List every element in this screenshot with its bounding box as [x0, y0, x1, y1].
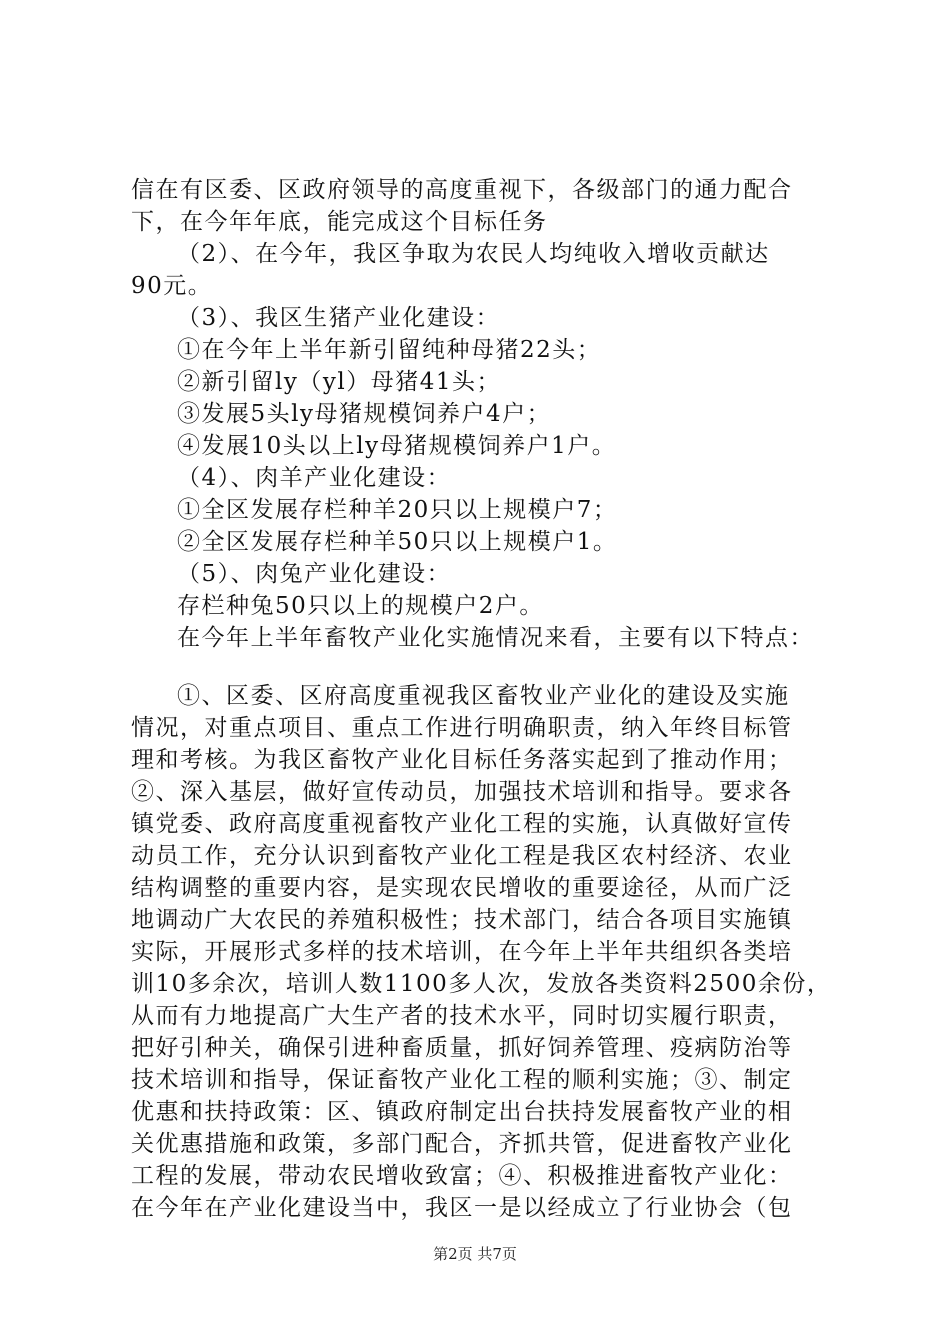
- body-text-line: 地调动广大农民的养殖积极性；技术部门，结合各项目实施镇: [131, 907, 793, 933]
- body-text-line: （3）、我区生猪产业化建设：: [177, 305, 501, 331]
- body-text-line: 结构调整的重要内容，是实现农民增收的重要途径，从而广泛: [131, 875, 793, 901]
- body-text-line: 优惠和扶持政策：区、镇政府制定出台扶持发展畜牧产业的相: [131, 1099, 793, 1125]
- body-text-line: 动员工作，充分认识到畜牧产业化工程是我区农村经济、农业: [131, 843, 793, 869]
- body-text-line: ①、区委、区府高度重视我区畜牧业产业化的建设及实施: [177, 683, 790, 709]
- body-text-line: （5）、肉兔产业化建设：: [177, 561, 452, 587]
- body-text-line: 在今年上半年畜牧产业化实施情况来看，主要有以下特点：: [177, 625, 814, 651]
- body-text-line: 90元。: [131, 273, 213, 299]
- body-text-line: 信在有区委、区政府领导的高度重视下，各级部门的通力配合: [131, 177, 793, 203]
- body-text-line: 关优惠措施和政策，多部门配合，齐抓共管，促进畜牧产业化: [131, 1131, 793, 1157]
- body-text-line: ②新引留ly（yl）母猪41头；: [177, 369, 501, 395]
- body-text-line: ③发展5头ly母猪规模饲养户4户；: [177, 401, 552, 427]
- body-text-line: （4）、肉羊产业化建设：: [177, 465, 452, 491]
- body-text-line: ①全区发展存栏种羊20只以上规模户7；: [177, 497, 618, 523]
- body-text-line: 技术培训和指导，保证畜牧产业化工程的顺利实施；③、制定: [131, 1067, 793, 1093]
- body-text-line: 下，在今年年底，能完成这个目标任务: [131, 209, 548, 235]
- body-text-line: 工程的发展，带动农民增收致富；④、积极推进畜牧产业化：: [131, 1163, 793, 1189]
- body-text-line: 训10多余次，培训人数1100多人次，发放各类资料2500余份，: [131, 971, 832, 997]
- body-text-line: 存栏种兔50只以上的规模户2户。: [177, 593, 544, 619]
- body-text-line: 从而有力地提高广大生产者的技术水平，同时切实履行职责，: [131, 1003, 793, 1029]
- body-text-line: 理和考核。为我区畜牧产业化目标任务落实起到了推动作用；: [131, 747, 793, 773]
- body-text-line: ②全区发展存栏种羊50只以上规模户1。: [177, 529, 618, 555]
- body-text-line: 镇党委、政府高度重视畜牧产业化工程的实施，认真做好宣传: [131, 811, 793, 837]
- body-text-line: 把好引种关，确保引进种畜质量，抓好饲养管理、疫病防治等: [131, 1035, 793, 1061]
- body-text-line: ④发展10头以上ly母猪规模饲养户1户。: [177, 433, 617, 459]
- body-text-line: ①在今年上半年新引留纯种母猪22头；: [177, 337, 602, 363]
- body-text-line: 实际，开展形式多样的技术培训，在今年上半年共组织各类培: [131, 939, 793, 965]
- page-number-footer: 第2页 共7页: [433, 1245, 517, 1263]
- body-text-line: 情况，对重点项目、重点工作进行明确职责，纳入年终目标管: [131, 715, 793, 741]
- body-text-line: ②、深入基层，做好宣传动员，加强技术培训和指导。要求各: [131, 779, 793, 805]
- body-text-line: 在今年在产业化建设当中，我区一是以经成立了行业协会（包: [131, 1195, 793, 1221]
- body-text-line: （2）、在今年，我区争取为农民人均纯收入增收贡献达: [177, 241, 770, 267]
